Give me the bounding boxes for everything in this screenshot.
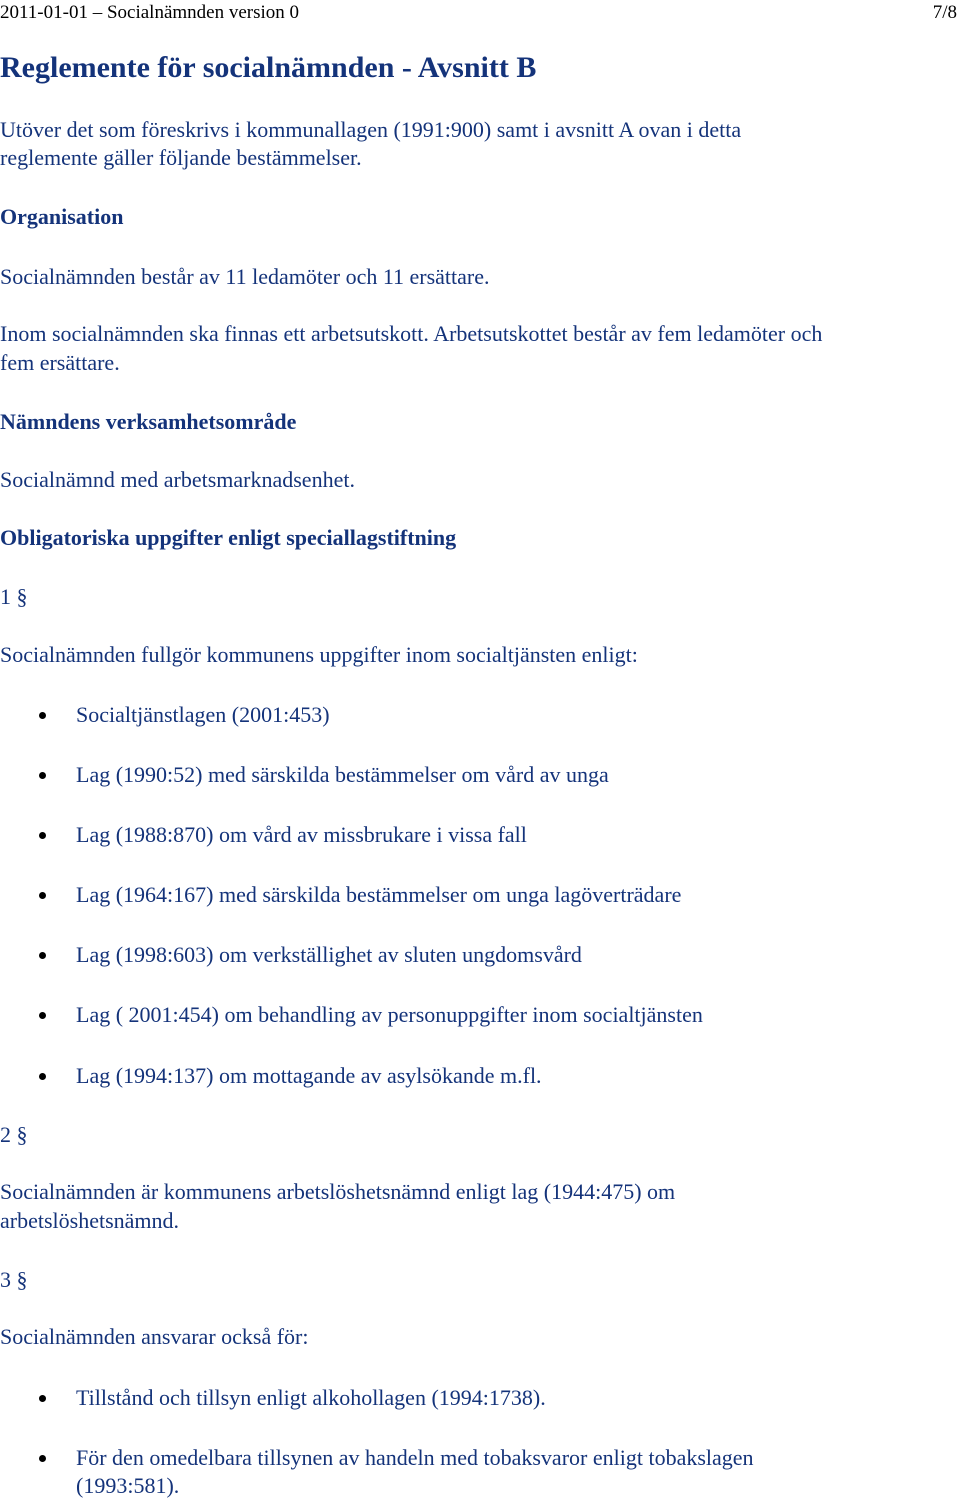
list-item-text-line-1: För den omedelbara tillsynen av handeln med tobaksvaror enligt tobakslagen [76, 1445, 754, 1470]
organisation-paragraph-1: Socialnämnden består av 11 ledamöter och 11 ersättare. [0, 264, 490, 289]
intro-line-2: reglemente gäller följande bestämmelser. [0, 145, 362, 170]
bullet-icon [39, 1395, 46, 1402]
section-number-2: 2 § [0, 1122, 28, 1147]
bullet-icon [39, 1455, 46, 1462]
list-item-text: Tillstånd och tillsyn enligt alkohollagen (1994:1738). [76, 1385, 546, 1410]
bullet-icon [39, 712, 46, 719]
list-item-text: Lag (1994:137) om mottagande av asylsökande m.fl. [76, 1063, 542, 1088]
list-item-text: Lag (1998:603) om verkställighet av sluten ungdomsvård [76, 942, 582, 967]
list-item-text: Lag (1988:870) om vård av missbrukare i vissa fall [76, 822, 527, 847]
section-1-intro: Socialnämnden fullgör kommunens uppgifter inom socialtjänsten enligt: [0, 642, 638, 667]
section-2-text-line-1: Socialnämnden är kommunens arbetslöshetsnämnd enligt lag (1944:475) om [0, 1179, 676, 1204]
heading-verksamhetsomrade: Nämndens verksamhetsområde [0, 409, 297, 434]
bullet-icon [39, 892, 46, 899]
list-item-text: Socialtjänstlagen (2001:453) [76, 702, 330, 727]
section-3-intro: Socialnämnden ansvarar också för: [0, 1324, 309, 1349]
bullet-icon [39, 952, 46, 959]
heading-organisation: Organisation [0, 204, 124, 229]
bullet-icon [39, 1012, 46, 1019]
list-item-text: Lag (1990:52) med särskilda bestämmelser om vård av unga [76, 762, 609, 787]
document-title: Reglemente för socialnämnden - Avsnitt B [0, 51, 537, 84]
list-item-text: Lag ( 2001:454) om behandling av personuppgifter inom socialtjänsten [76, 1002, 703, 1027]
organisation-paragraph-2-line-1: Inom socialnämnden ska finnas ett arbetsutskott. Arbetsutskottet består av fem ledamöter och [0, 321, 823, 346]
section-number-1: 1 § [0, 584, 28, 609]
page-number: 7/8 [932, 2, 957, 23]
bullet-icon [39, 1073, 46, 1080]
header-date-version: 2011-01-01 – Socialnämnden version 0 [0, 2, 300, 23]
intro-line-1: Utöver det som föreskrivs i kommunallagen (1991:900) samt i avsnitt A ovan i detta [0, 117, 742, 142]
section-number-3: 3 § [0, 1267, 28, 1292]
list-item-text-line-2: (1993:581). [76, 1473, 180, 1498]
bullet-icon [39, 832, 46, 839]
bullet-icon [39, 772, 46, 779]
page-header [0, 0, 960, 26]
organisation-paragraph-2-line-2: fem ersättare. [0, 350, 120, 375]
section-2-text-line-2: arbetslöshetsnämnd. [0, 1208, 180, 1233]
verksamhet-paragraph: Socialnämnd med arbetsmarknadsenhet. [0, 467, 355, 492]
list-item-text: Lag (1964:167) med särskilda bestämmelser om unga lagöverträdare [76, 882, 682, 907]
heading-obligatoriska-uppgifter: Obligatoriska uppgifter enligt speciallagstiftning [0, 525, 457, 550]
